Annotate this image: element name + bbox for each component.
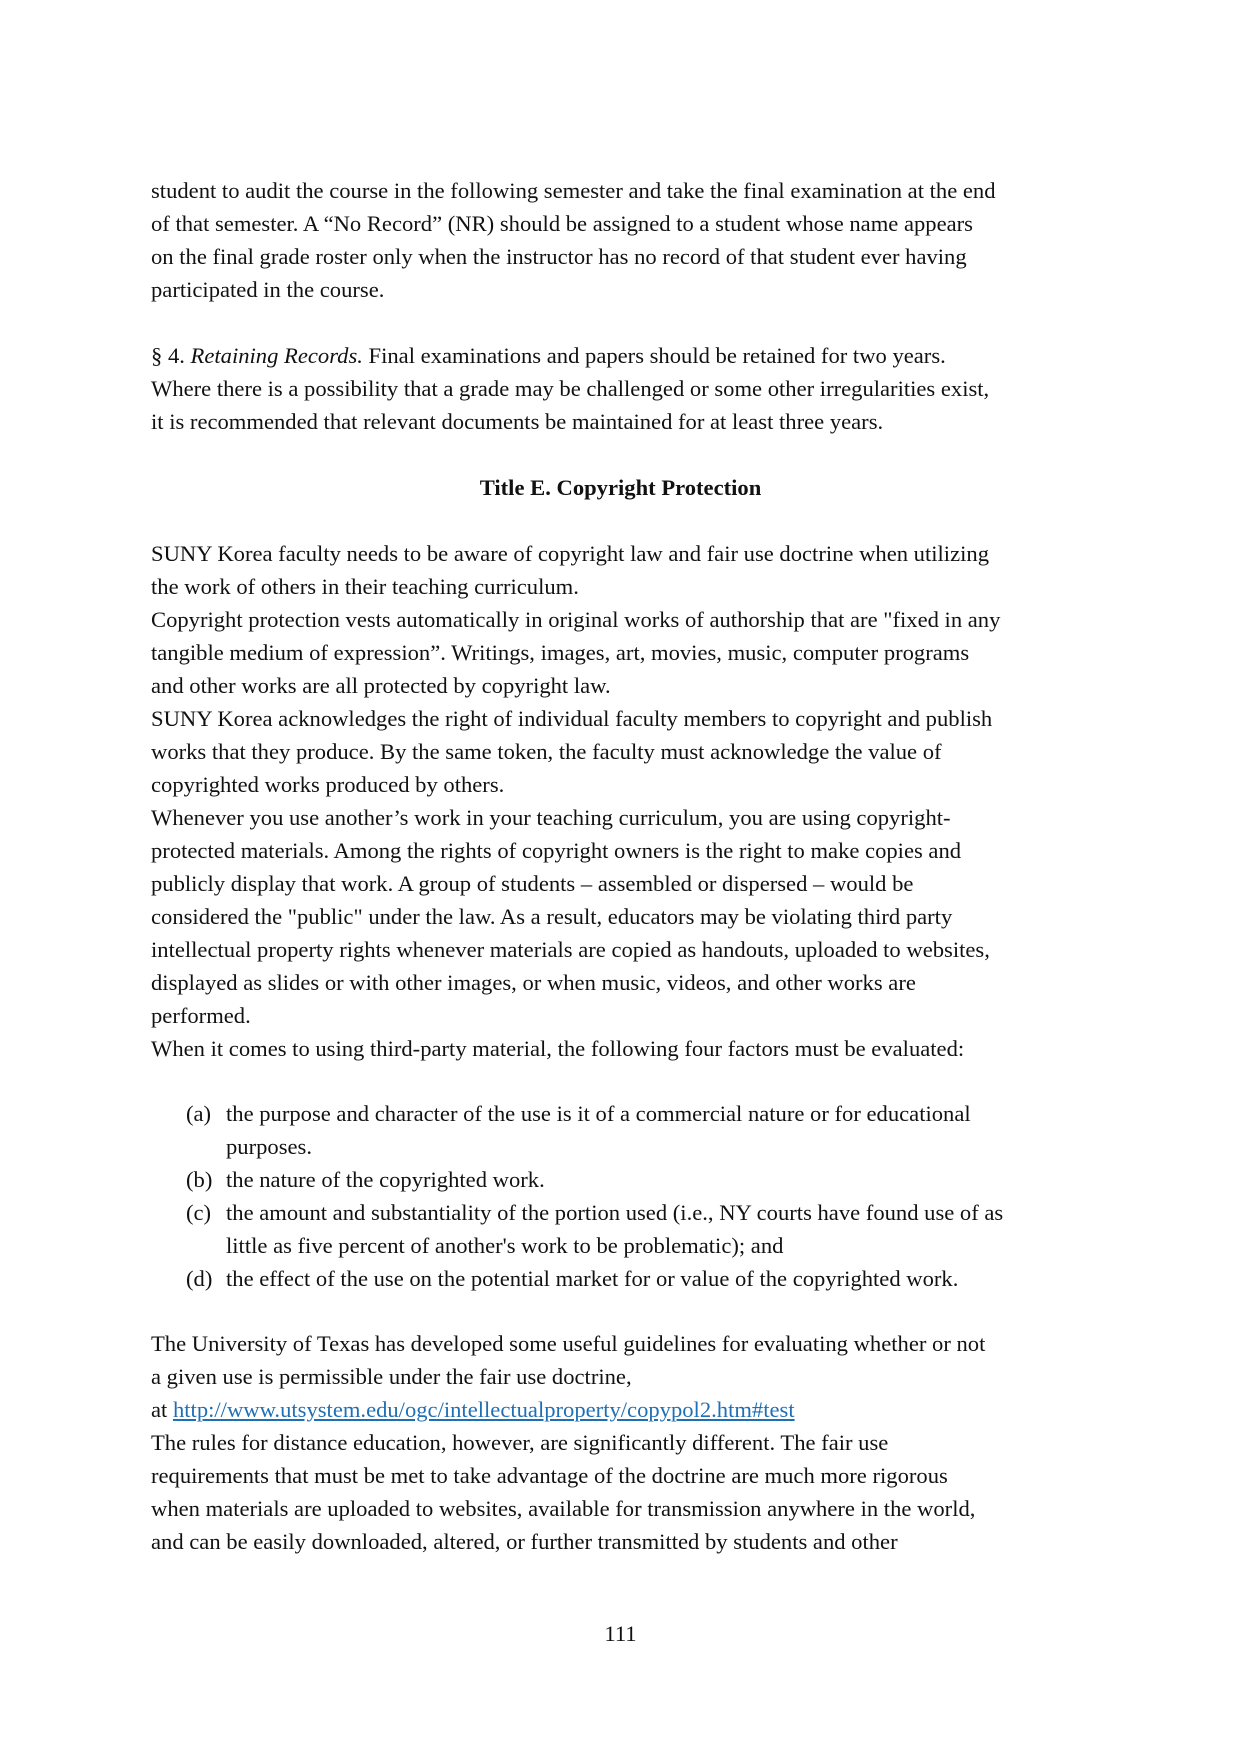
- list-item: [186, 1163, 1106, 1196]
- text-line: The rules for distance education, however, are significantly different. The fair use: [151, 1430, 889, 1455]
- ut-guidelines-link[interactable]: http://www.utsystem.edu/ogc/intellectualproperty/copypol2.htm#test: [172, 1397, 795, 1422]
- list-marker: (b): [186, 1167, 213, 1192]
- text-line: performed.: [151, 1003, 251, 1028]
- text-line: displayed as slides or with other images, or when music, videos, and other works are: [151, 970, 916, 995]
- list-marker: (a): [186, 1101, 212, 1126]
- text-line: on the final grade roster only when the instructor has no record of that student ever having: [151, 244, 967, 269]
- text-line: student to audit the course in the following semester and take the final examination at the end: [151, 178, 996, 203]
- list-item: [186, 1097, 1106, 1163]
- text-line: tangible medium of expression”. Writings, images, art, movies, music, computer programs: [151, 640, 970, 665]
- text-line: SUNY Korea acknowledges the right of individual faculty members to copyright and publish: [151, 706, 993, 731]
- text-line: SUNY Korea faculty needs to be aware of copyright law and fair use doctrine when utilizing: [151, 541, 989, 566]
- text-line: and other works are all protected by copyright law.: [151, 673, 611, 698]
- list-marker: (c): [186, 1200, 212, 1225]
- text-line: considered the "public" under the law. As a result, educators may be violating third party: [151, 904, 953, 929]
- text-line: protected materials. Among the rights of copyright owners is the right to make copies and: [151, 838, 962, 863]
- text-line: [151, 1393, 1096, 1426]
- copyright-body: [151, 537, 1096, 1065]
- section-number: § 4.: [151, 343, 191, 368]
- text-line: publicly display that work. A group of students – assembled or dispersed – would be: [151, 871, 914, 896]
- section-text: Final examinations and papers should be retained for two years.: [362, 343, 946, 368]
- text-line: it is recommended that relevant documents be maintained for at least three years.: [151, 409, 884, 434]
- text-line: participated in the course.: [151, 277, 385, 302]
- text-line: works that they produce. By the same token, the faculty must acknowledge the value of: [151, 739, 942, 764]
- section-title: Retaining Records.: [190, 343, 363, 368]
- text-line: [151, 339, 1096, 372]
- text-line: and can be easily downloaded, altered, or further transmitted by students and other: [151, 1529, 898, 1554]
- list-item: [186, 1196, 1106, 1262]
- text-line: requirements that must be met to take advantage of the doctrine are much more rigorous: [151, 1463, 948, 1488]
- text-line: purposes.: [226, 1134, 312, 1159]
- title-e-heading: Title E. Copyright Protection: [479, 475, 762, 500]
- text-line: the nature of the copyrighted work.: [226, 1167, 545, 1192]
- text-line: copyrighted works produced by others.: [151, 772, 505, 797]
- text-line: the work of others in their teaching curriculum.: [151, 574, 579, 599]
- text-line: when materials are uploaded to websites, available for transmission anywhere in the world,: [151, 1496, 976, 1521]
- text-line: intellectual property rights whenever materials are copied as handouts, uploaded to websites,: [151, 937, 990, 962]
- page-number: 111: [604, 1621, 637, 1646]
- text-line: Where there is a possibility that a grade may be challenged or some other irregularities exist,: [151, 376, 990, 401]
- text-line: a given use is permissible under the fair use doctrine,: [151, 1364, 632, 1389]
- text-line: little as five percent of another's work to be problematic); and: [226, 1233, 784, 1258]
- list-marker: (d): [186, 1266, 213, 1291]
- text-line: The University of Texas has developed some useful guidelines for evaluating whether or not: [151, 1331, 986, 1356]
- text-line: the purpose and character of the use is it of a commercial nature or for educational: [226, 1101, 971, 1126]
- text-line: Whenever you use another’s work in your teaching curriculum, you are using copyright-: [151, 805, 951, 830]
- text-line: of that semester. A “No Record” (NR) should be assigned to a student whose name appears: [151, 211, 973, 236]
- text-line: Copyright protection vests automatically in original works of authorship that are "fixed in any: [151, 607, 1001, 632]
- paragraph-no-record: [151, 174, 1096, 306]
- text-line: the amount and substantiality of the portion used (i.e., NY courts have found use of as: [226, 1200, 1004, 1225]
- text-line: When it comes to using third-party material, the following four factors must be evaluated:: [151, 1036, 965, 1061]
- text-line: the effect of the use on the potential market for or value of the copyrighted work.: [226, 1266, 959, 1291]
- link-prefix: at: [151, 1397, 173, 1422]
- four-factors-list: [186, 1097, 1106, 1295]
- list-item: [186, 1262, 1106, 1295]
- ut-guidelines-paragraph: [151, 1327, 1096, 1558]
- section-4-retaining-records: [151, 339, 1096, 438]
